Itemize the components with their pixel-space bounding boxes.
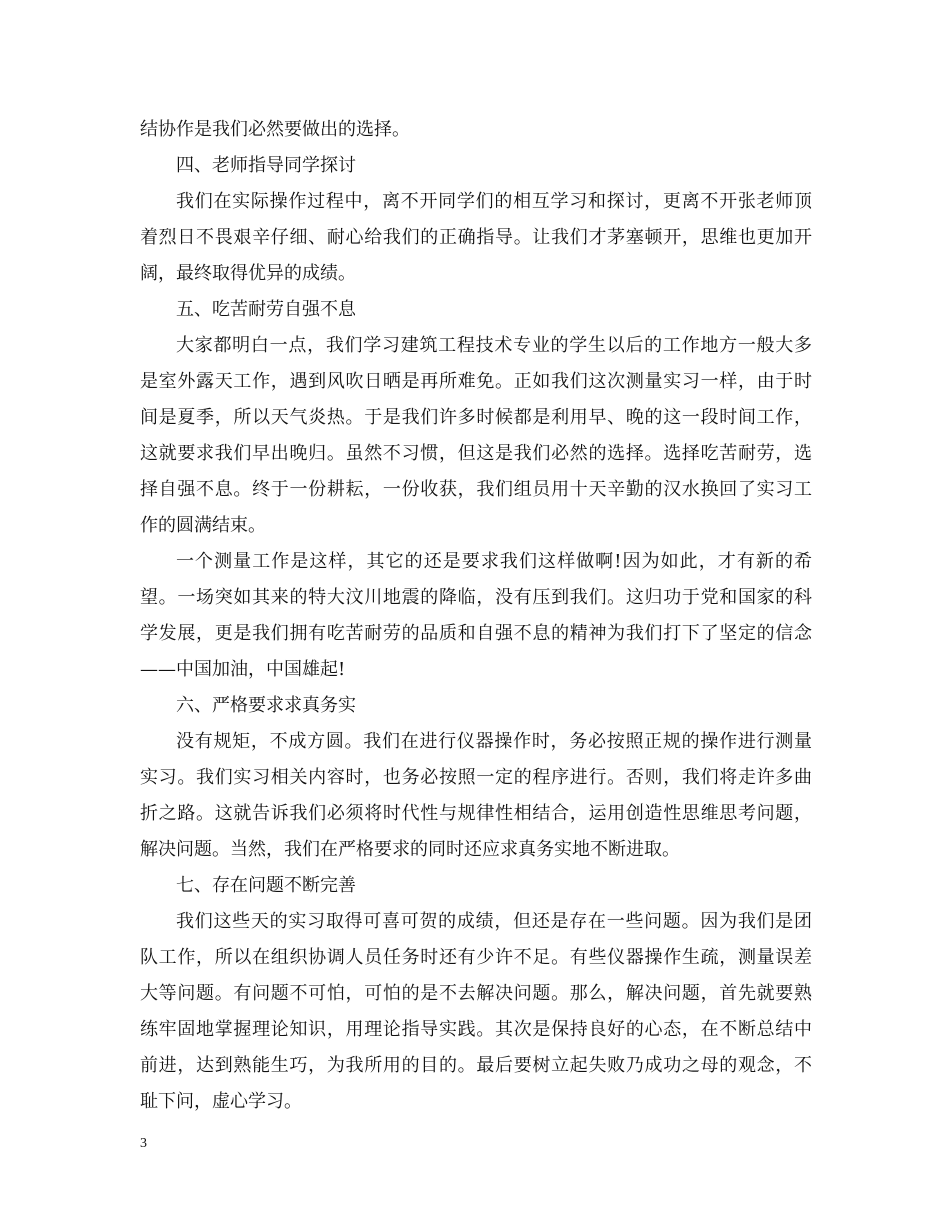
text-line: 实习。我们实习相关内容时，也务必按照一定的程序进行。否则，我们将走许多曲 bbox=[140, 767, 812, 788]
text-line: 大等问题。有问题不可怕，可怕的是不去解决问题。那么，解决问题，首先就要熟 bbox=[140, 983, 812, 1004]
text-line: 队工作，所以在组织协调人员任务时还有少许不足。有些仪器操作生疏，测量误差 bbox=[140, 947, 812, 968]
text-line: 学发展，更是我们拥有吃苦耐劳的品质和自强不息的精神为我们打下了坚定的信念 bbox=[140, 623, 812, 644]
text-line: 我们这些天的实习取得可喜可贺的成绩，但还是存在一些问题。因为我们是团 bbox=[176, 911, 812, 932]
text-line: 五、吃苦耐劳自强不息 bbox=[176, 299, 356, 320]
body-text bbox=[140, 112, 812, 1120]
text-line: 这就要求我们早出晚归。虽然不习惯，但这是我们必然的选择。选择吃苦耐劳，选 bbox=[140, 443, 812, 464]
text-line: 是室外露天工作，遇到风吹日晒是再所难免。正如我们这次测量实习一样，由于时 bbox=[140, 371, 812, 392]
text-line: 练牢固地掌握理论知识，用理论指导实践。其次是保持良好的心态，在不断总结中 bbox=[140, 1019, 812, 1040]
text-line: 作的圆满结束。 bbox=[140, 515, 266, 536]
text-line: 结协作是我们必然要做出的选择。 bbox=[140, 119, 410, 140]
text-line: 着烈日不畏艰辛仔细、耐心给我们的正确指导。让我们才茅塞顿开，思维也更加开 bbox=[140, 227, 812, 248]
text-line: 大家都明白一点，我们学习建筑工程技术专业的学生以后的工作地方一般大多 bbox=[176, 335, 812, 356]
text-line: 七、存在问题不断完善 bbox=[176, 875, 356, 896]
text-line: 择自强不息。终于一份耕耘，一份收获，我们组员用十天辛勤的汉水换回了实习工 bbox=[140, 479, 812, 500]
text-line: 解决问题。当然，我们在严格要求的同时还应求真务实地不断进取。 bbox=[140, 839, 680, 860]
text-line: ——中国加油，中国雄起! bbox=[140, 659, 346, 680]
page-number: 3 bbox=[140, 1136, 147, 1151]
text-line: 耻下问，虚心学习。 bbox=[140, 1091, 302, 1112]
text-line: 前进，达到熟能生巧，为我所用的目的。最后要树立起失败乃成功之母的观念，不 bbox=[140, 1055, 812, 1076]
text-line: 我们在实际操作过程中，离不开同学们的相互学习和探讨，更离不开张老师顶 bbox=[176, 191, 812, 212]
text-line: 六、严格要求求真务实 bbox=[176, 695, 356, 716]
text-line: 间是夏季，所以天气炎热。于是我们许多时候都是利用早、晚的这一段时间工作， bbox=[140, 407, 812, 428]
text-line: 一个测量工作是这样，其它的还是要求我们这样做啊!因为如此，才有新的希 bbox=[176, 551, 812, 572]
text-line: 折之路。这就告诉我们必须将时代性与规律性相结合，运用创造性思维思考问题， bbox=[140, 803, 812, 824]
text-line: 阔，最终取得优异的成绩。 bbox=[140, 263, 356, 284]
text-line: 没有规矩，不成方圆。我们在进行仪器操作时，务必按照正规的操作进行测量 bbox=[176, 731, 812, 752]
text-line: 望。一场突如其来的特大汶川地震的降临，没有压到我们。这归功于党和国家的科 bbox=[140, 587, 812, 608]
text-line: 四、老师指导同学探讨 bbox=[176, 155, 356, 176]
